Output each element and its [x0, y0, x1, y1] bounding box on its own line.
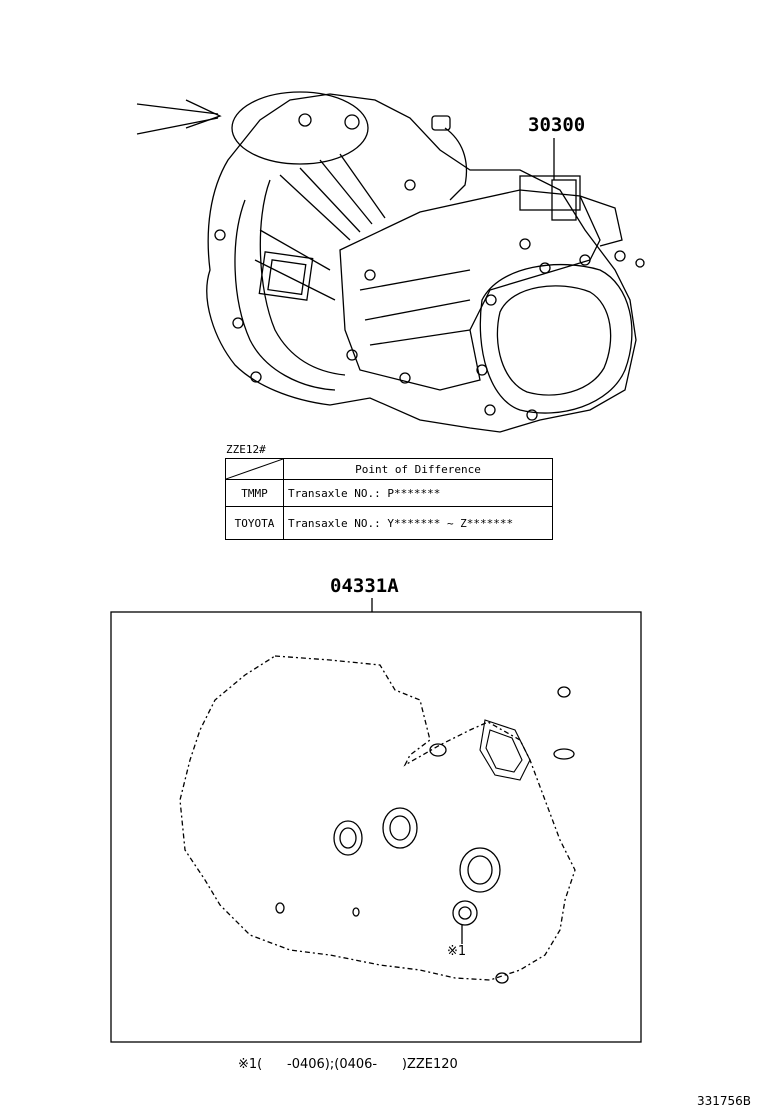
difference-table [225, 458, 553, 540]
gasket-flange-drawing [480, 720, 530, 780]
pointer-arrows [137, 100, 220, 134]
note-marker: ※1 [447, 944, 467, 959]
transaxle-assembly-drawing [207, 94, 644, 432]
table-row-value: Transaxle NO.: P******* [284, 480, 553, 507]
table-row-maker: TOYOTA [226, 507, 284, 540]
table-corner-cell [226, 459, 284, 480]
table-header: Point of Difference [284, 459, 553, 480]
table-row-value: Transaxle NO.: Y******* ~ Z******* [284, 507, 553, 540]
kit-frame [111, 612, 641, 1042]
diagonal-line-icon [226, 459, 283, 479]
oil-seals-drawing [276, 687, 574, 983]
part-number-04331A: 04331A [330, 575, 399, 597]
footnote: ※1( -0406);(0406- )ZZE120 [238, 1057, 458, 1072]
model-code: ZZE12# [226, 443, 266, 456]
figure-number: 331756B [697, 1094, 752, 1108]
part-number-30300: 30300 [528, 114, 586, 136]
gasket-drawing [180, 656, 575, 980]
table-row-maker: TMMP [226, 480, 284, 507]
